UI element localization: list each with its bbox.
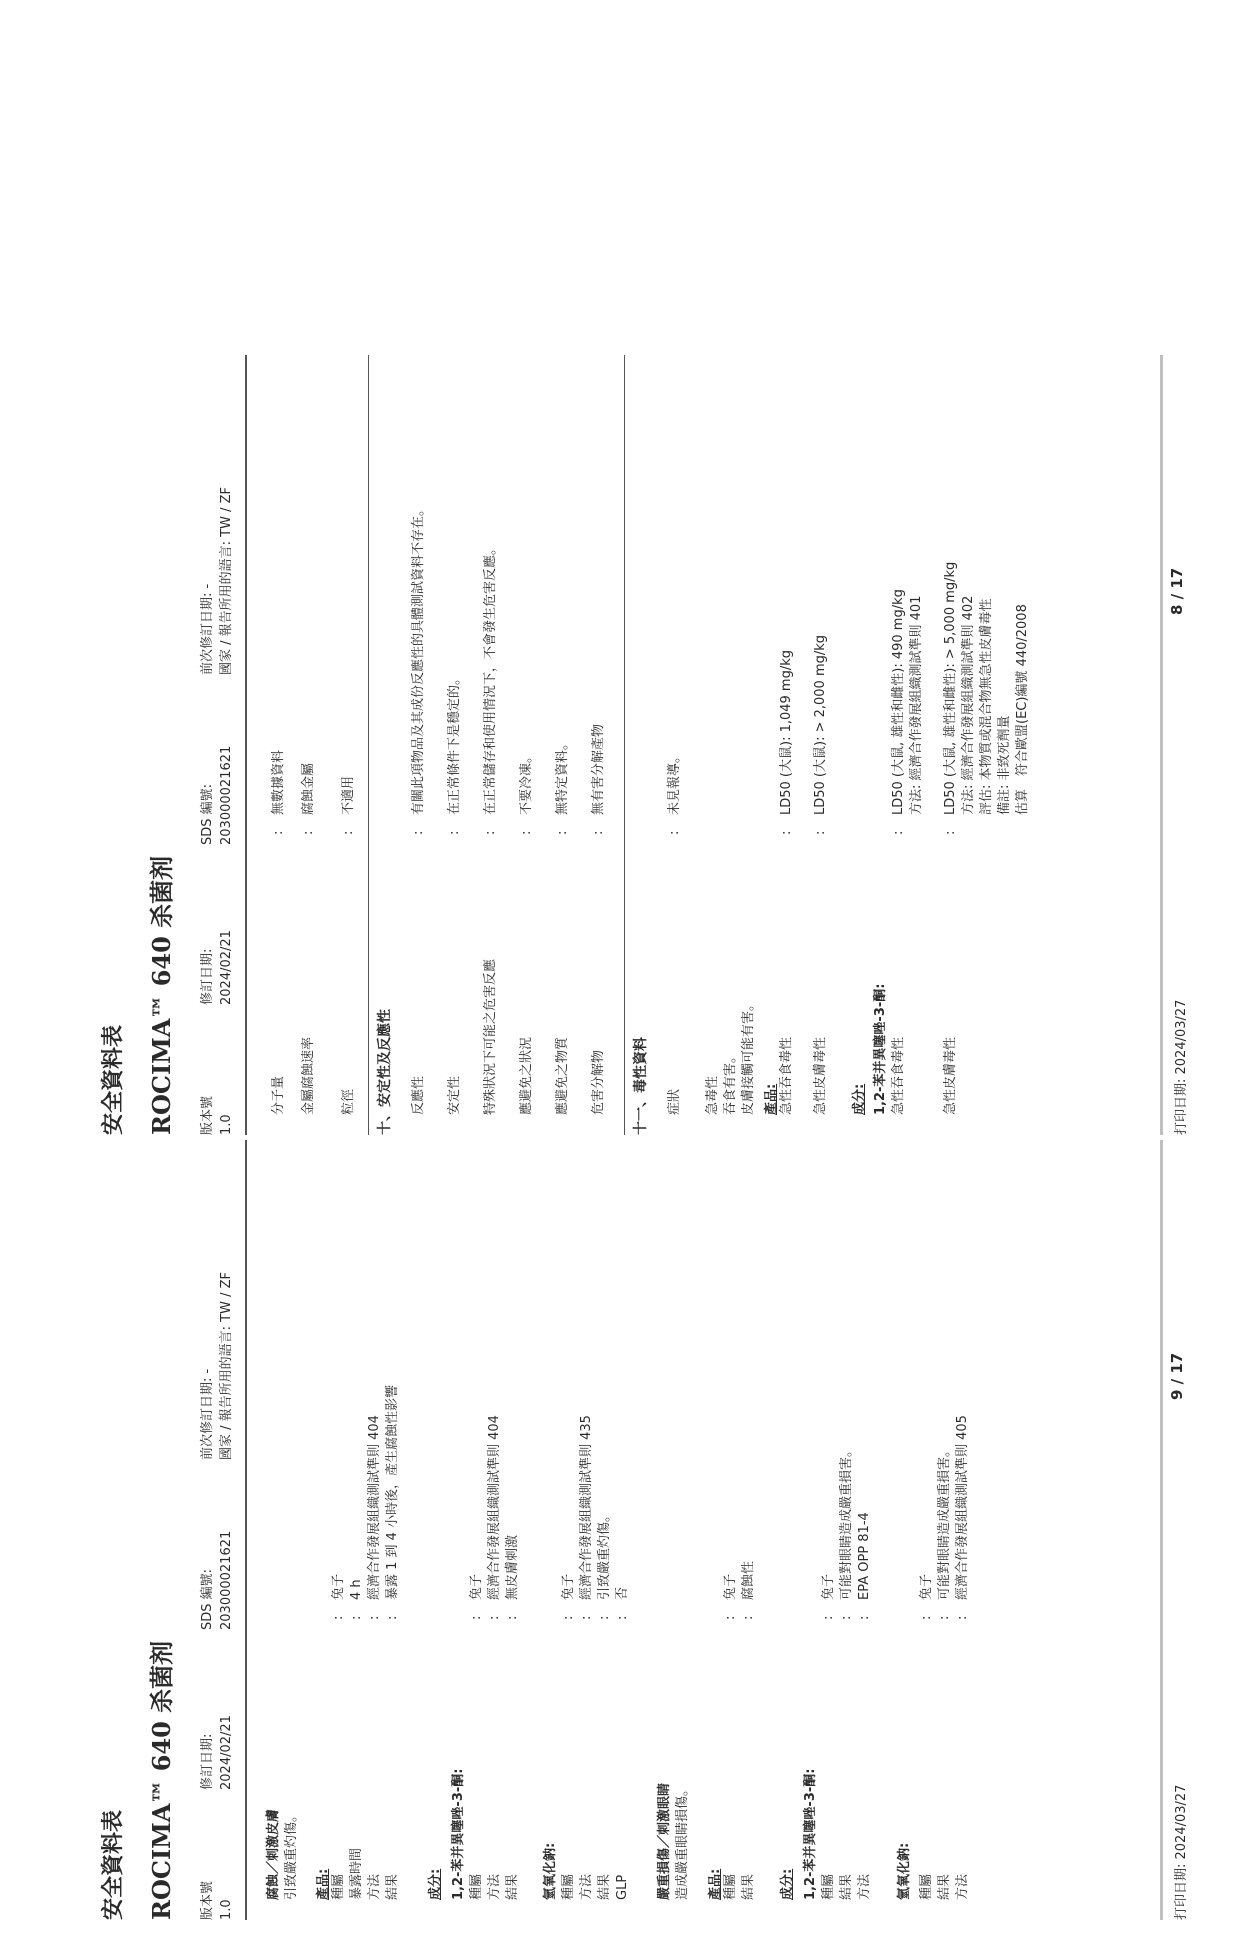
sds-page-9: 安全資料表 ROCIMA™ 640 杀菌剂 版本號 1.0 修訂日期: 2024/02/21 SDS 編號: 203000021621 前次修訂日期: - 國家 / 報告所用的語言: TW / ZF 腐蝕／刺激皮膚 引致嚴重灼傷。 產品: 種屬 : 兔子 暴露時間 : 4 h 方法 : 經濟合作發展組織測試準則 404 結果 : 暴露 1 到 4 小時後，產生腐蝕性影響 成分: 1,2-苯并異噻唑-3-酮: 種屬 : 兔子 方法 : 經濟合作發展組織測試準則 404 結果 : 無皮膚刺激 氫氧化鈉: 種屬 : 兔子 方法 : 經濟合作發展組織測試準則 435 結果 : 引致嚴重灼傷。 GLP : 否 嚴重損傷／刺激眼睛 造成嚴重眼睛損傷。 產品: 種屬 : 兔子 結果 : 腐蝕性 成分: 1,2-苯并異噻唑-3-酮: 種屬 : 兔子 結果 : 可能對眼睛造成嚴重損害。 方法 : EPA OPP 81-4 氫氧化鈉: 種屬 : 兔子 結果 : 可能對眼睛造成嚴重損害。 方法 : 經濟合作發展組織測試準則 405 打印日期: 2024/03/27 9 / 17 — [90, 1130, 1220, 1960]
section-10-title: 十、安定性及反應性 — [377, 1009, 393, 1135]
section-11-title: 十一、毒性資料 — [633, 1037, 649, 1135]
revision-block: 修訂日期: 2024/02/21 — [200, 930, 234, 1005]
component-name: 1,2-苯并異噻唑-3-酮: — [803, 1768, 818, 1900]
sodium-hydroxide-head: 氫氧化鈉: — [543, 1842, 558, 1900]
version-block: 版本號 1.0 — [200, 1095, 234, 1135]
doc-title: 安全資料表 — [101, 1809, 126, 1920]
revision-block: 修訂日期: 2024/02/21 — [200, 1715, 234, 1790]
header-rule — [245, 355, 247, 1135]
product-subhead: 產品: — [764, 1083, 779, 1115]
page-number: 8 / 17 — [1168, 567, 1186, 615]
sodium-hydroxide-head: 氫氧化鈉: — [897, 1842, 912, 1900]
eye-damage-head: 嚴重損傷／刺激眼睛 — [657, 1782, 672, 1900]
acute-toxicity-block: 急毒性 吞食有害。 皮膚接觸可能有害。 — [705, 997, 756, 1115]
print-date: 打印日期: 2024/03/27 — [1174, 1784, 1189, 1920]
footer-rule — [1160, 1140, 1163, 1920]
version-block: 版本號 1.0 — [200, 1880, 234, 1920]
product-subhead: 產品: — [708, 1868, 723, 1900]
prev-revision-block: 前次修訂日期: - 國家 / 報告所用的語言: TW / ZF — [200, 487, 234, 675]
product-name: ROCIMA™ 640 杀菌剂 — [147, 1640, 176, 1920]
section-rule — [368, 355, 369, 1135]
sds-page-8: 安全資料表 ROCIMA™ 640 杀菌剂 版本號 1.0 修訂日期: 2024/02/21 SDS 編號: 203000021621 前次修訂日期: - 國家 / 報告所用的語言: TW / ZF 分子量 : 無數據資料 金屬腐蝕速率 : 腐蝕金屬 粒徑 : 不適用 十、安定性及反應性 反應性 : 有關此項物品及其成份反應性的具體測試資料不存在。 安定性 : 在正常條件下是穩定的。 特殊狀況下可能之危害反應 : 在正常儲存和使用情況下，不會發生危害反應。 應避免之狀況 : 不要冷凍。 應避免之物質 : 無特定資料。 危害分解物 : 無有害分解產物 十一、毒性資料 症狀 : 未見報導。 急毒性 吞食有害。 皮膚接觸可能有害。 產品: 急性吞食毒性 : LD50 (大鼠): 1,049 mg/kg 急性皮膚毒性 : LD50 (大鼠): > 2,000 mg/kg 成分: 1,2-苯并異噻唑-3-酮: 急性吞食毒性 : LD50 (大鼠, 雄性和雌性): 490 mg/kg 方法: 經濟合作發展組織測試準則 401 急性皮膚毒性 : LD50 (大鼠, 雄性和雌性): > 5,000 mg/kg 方法: 經濟合作發展組織測試準則 402 評估: 本物質或混合物無急性皮膚毒性 備註: 非致死劑量 估算 符合歐盟(EC)編號 440/2008 打印日期: 2024/03/27 8 / 17 — [90, 345, 1220, 1175]
page-number: 9 / 17 — [1168, 1352, 1186, 1400]
skin-corrosion-desc: 引致嚴重灼傷。 — [284, 1808, 299, 1900]
component-name: 1,2-苯并異噻唑-3-酮: — [873, 983, 888, 1115]
footer-rule — [1160, 355, 1163, 1135]
component-subhead: 成分: — [852, 1083, 867, 1115]
eye-damage-desc: 造成嚴重眼睛損傷。 — [675, 1782, 690, 1900]
skin-corrosion-head: 腐蝕／刺激皮膚 — [266, 1808, 281, 1900]
product-subhead: 產品: — [316, 1868, 331, 1900]
product-name: ROCIMA™ 640 杀菌剂 — [147, 855, 176, 1135]
sds-block: SDS 編號: 203000021621 — [200, 1530, 234, 1630]
prev-revision-block: 前次修訂日期: - 國家 / 報告所用的語言: TW / ZF — [200, 1272, 234, 1460]
component-subhead: 成分: — [428, 1868, 443, 1900]
header-rule — [245, 1140, 247, 1920]
component-name: 1,2-苯并異噻唑-3-酮: — [451, 1768, 466, 1900]
sds-block: SDS 編號: 203000021621 — [200, 745, 234, 845]
print-date: 打印日期: 2024/03/27 — [1174, 999, 1189, 1135]
doc-title: 安全資料表 — [101, 1024, 126, 1135]
component-subhead: 成分: — [780, 1868, 795, 1900]
section-rule — [624, 355, 625, 1135]
